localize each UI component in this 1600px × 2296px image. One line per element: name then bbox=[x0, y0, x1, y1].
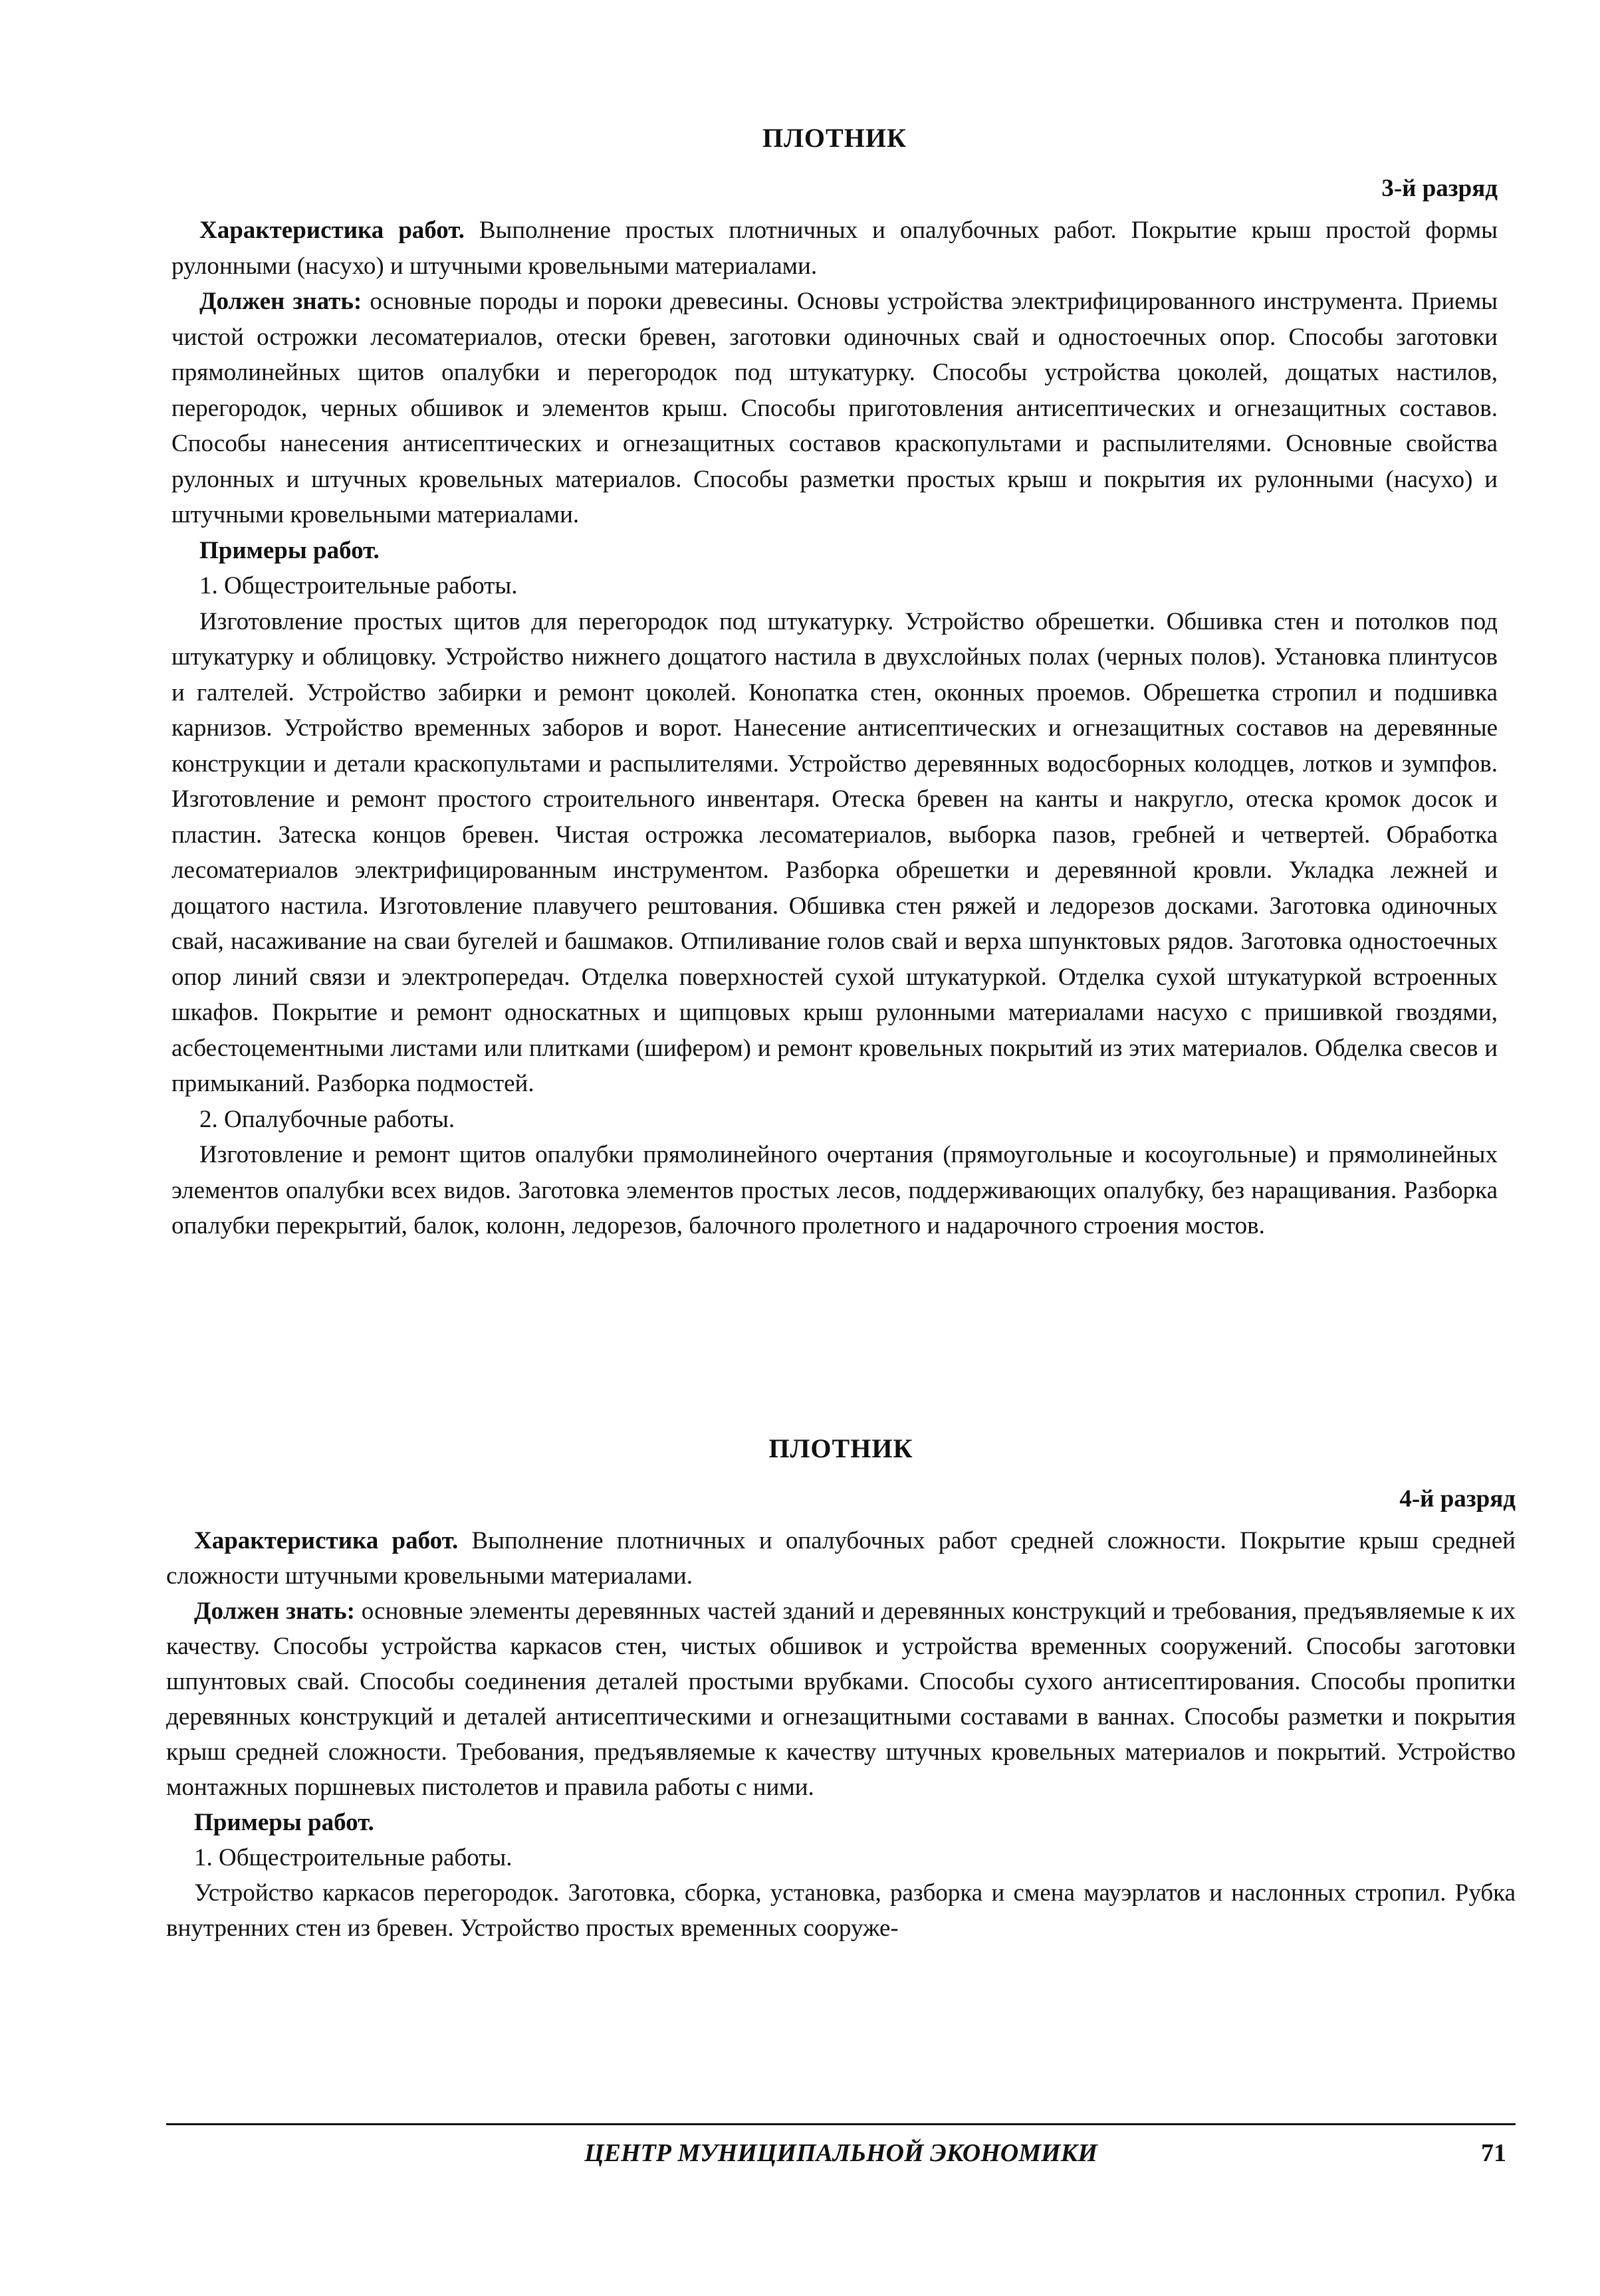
section-grade-4 bbox=[166, 1429, 1516, 1946]
examples-label: Примеры работ. bbox=[199, 536, 380, 564]
item1-text: Устройство каркасов перегородок. Заготовка, сборка, установка, разборка и смена мауэрлатов и наслонных стропил. Рубка внутренних стен из бревен. Устройство простых временных сооруже- bbox=[166, 1879, 1516, 1942]
item1-text: Изготовление простых щитов для перегородок под штукатурку. Устройство обрешетки. Обшивка стен и потолков под штукатурку и облицовку. Устройство нижнего дощатого настила в двухслойных полах (черных полов). Установка плинтусов и галтелей. Устройство забирки и ремонт цоколей. Конопатка стен, оконных проемов. Обрешетка стропил и подшивка карнизов. Устройство временных заборов и ворот. Нанесение антисептических и огнезащитных составов на деревянные конструкции и детали краскопультами и распылителями. Устройство деревянных водосборных колодцев, лотков и зумпфов. Изготовление и ремонт простого строительного инвентаря. Отеска бревен на канты и накругло, отеска кромок досок и пластин. Затеска концов бревен. Чистая острожка лесоматериалов, выборка пазов, гребней и четвертей. Обработка лесоматериалов электрифицированным инструментом. Разборка обрешетки и деревянной кровли. Укладка лежней и дощатого настила. Изготовление плавучего рештования. Обшивка стен ряжей и ледорезов досками. Заготовка одиночных свай, насаживание на сваи бугелей и башмаков. Отпиливание голов свай и верха шпунктовых рядов. Заготовка одностоечных опор линий связи и электропередач. Отделка поверхностей сухой штукатуркой. Отделка сухой штукатуркой встроенных шкафов. Покрытие и ремонт односкатных и щипцовых крыш рулонными материалами насухо с пришивкой гвоздями, асбестоцементными листами или плитками (шифером) и ремонт кровельных покрытий из этих материалов. Обделка свесов и примыканий. Разборка подмостей. bbox=[171, 607, 1498, 1097]
item2-text: Изготовление и ремонт щитов опалубки прямолинейного очертания (прямоугольные и косоугольные) и прямолинейных элементов опалубки всех видов. Заготовка элементов простых лесов, поддерживающих опалубку, без наращивания. Разборка опалубки перекрытий, балок, колонн, ледорезов, балочного пролетного и надарочного строения мостов. bbox=[171, 1141, 1498, 1239]
characteristics-paragraph bbox=[171, 213, 1498, 284]
examples-heading-paragraph bbox=[166, 1805, 1516, 1840]
section-title: ПЛОТНИК bbox=[762, 123, 907, 153]
must-know-paragraph bbox=[171, 284, 1498, 533]
characteristics-text: Выполнение простых плотничных и опалубочных работ. Покрытие крыш простой формы рулонными (насухо) и штучными кровельными материалами. bbox=[171, 217, 1498, 280]
examples-heading-paragraph bbox=[171, 533, 1498, 569]
grade-label: 3-й разряд bbox=[1381, 175, 1498, 202]
must-know-text: основные элементы деревянных частей зданий и деревянных конструкций и требования, предъявляемые к их качеству. Способы устройства каркасов стен, чистых обшивок и устройства временных сооружений. Способы заготовки шпунтовых свай. Способы соединения деталей простыми врубками. Способы сухого антисептирования. Способы пропитки деревянных конструкций и деталей антисептическими и огнезащитными составами в ваннах. Способы разметки и покрытия крыш средней сложности. Требования, предъявляемые к качеству штучных кровельных материалов и покрытий. Устройство монтажных поршневых пистолетов и правила работы с ними. bbox=[166, 1598, 1516, 1801]
footer-divider bbox=[166, 2123, 1516, 2125]
must-know-label: Должен знать: bbox=[194, 1598, 355, 1625]
must-know-label: Должен знать: bbox=[199, 288, 362, 315]
characteristics-label: Характеристика работ. bbox=[199, 217, 465, 244]
must-know-paragraph bbox=[166, 1594, 1516, 1805]
must-know-text: основные породы и пороки древесины. Основы устройства электрифицированного инструмента. Приемы чистой острожки лесоматериалов, отески бревен, заготовки одиночных свай и одностоечных опор. Способы заготовки прямолинейных щитов опалубки и перегородок под штукатурку. Способы устройства цоколей, дощатых настилов, перегородок, черных обшивок и элементов крыш. Способы приготовления антисептических и огнезащитных составов. Способы нанесения антисептических и огнезащитных составов краскопультами и распылителями. Основные свойства рулонных и штучных кровельных материалов. Способы разметки простых крыш и покрытия их рулонными (насухо) и штучными кровельными материалами. bbox=[171, 288, 1498, 528]
examples-label: Примеры работ. bbox=[194, 1809, 374, 1836]
characteristics-text: Выполнение плотничных и опалубочных работ средней сложности. Покрытие крыш средней сложности штучными кровельными материалами. bbox=[166, 1527, 1516, 1590]
characteristics-paragraph bbox=[166, 1523, 1516, 1594]
item2-title: 2. Опалубочные работы. bbox=[199, 1105, 455, 1133]
characteristics-label: Характеристика работ. bbox=[194, 1527, 459, 1554]
item1-title: 1. Общестроительные работы. bbox=[199, 572, 518, 599]
item1-title: 1. Общестроительные работы. bbox=[194, 1844, 513, 1871]
page-footer bbox=[166, 2133, 1516, 2173]
grade-label: 4-й разряд bbox=[1399, 1485, 1516, 1513]
section-grade-3 bbox=[171, 118, 1498, 1244]
page-number: 71 bbox=[1481, 2139, 1506, 2167]
section-title: ПЛОТНИК bbox=[768, 1433, 913, 1463]
footer-organization: ЦЕНТР МУНИЦИПАЛЬНОЙ ЭКОНОМИКИ bbox=[584, 2139, 1097, 2167]
